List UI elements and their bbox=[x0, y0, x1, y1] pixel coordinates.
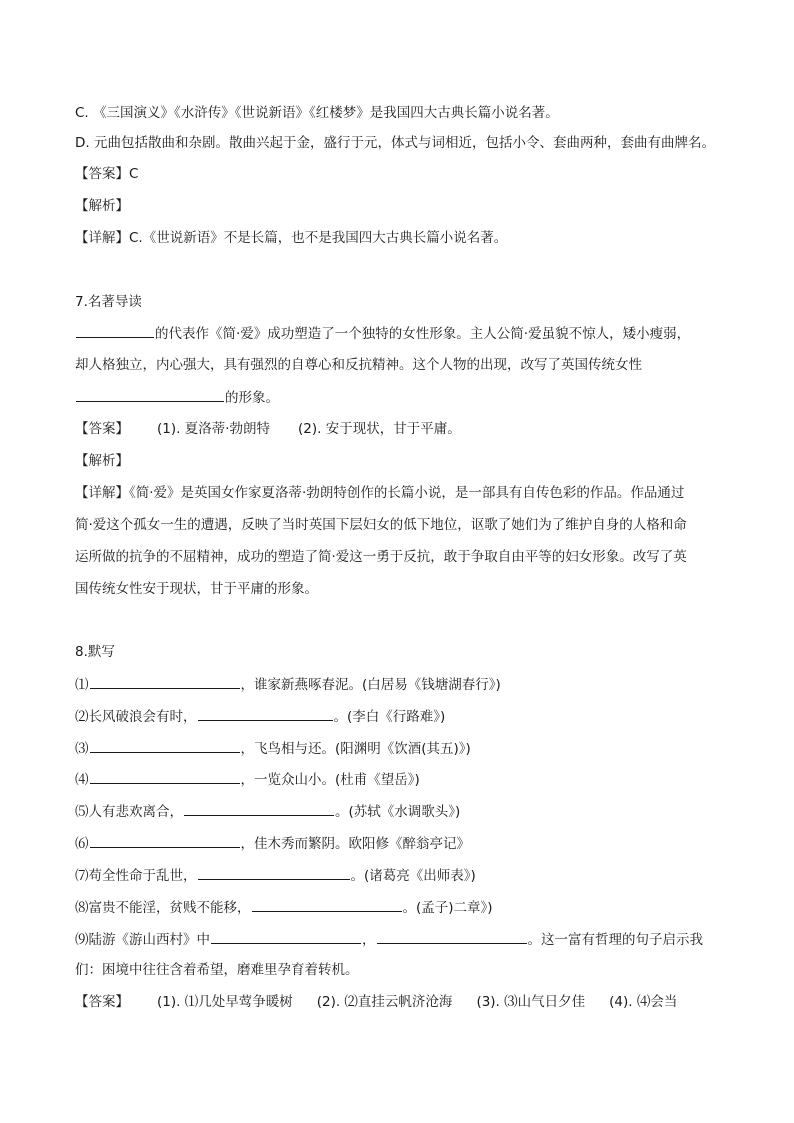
item-suffix: ，谁家新燕啄春泥。(白居易《钱塘湖春行》) bbox=[240, 677, 501, 693]
q7-text-1: 的代表作《简·爱》成功塑造了一个独特的女性形象。主人公简·爱虽貌不惊人，矮小瘦弱， bbox=[155, 326, 691, 342]
item-prefix: ⑸人有悲欢离合， bbox=[75, 804, 183, 820]
answer-3: (3). ⑶山气日夕佳 bbox=[476, 994, 586, 1010]
item-suffix: 。(苏轼《水调歌头》) bbox=[335, 804, 461, 820]
answer-value: C bbox=[129, 166, 139, 182]
q8-item-5 bbox=[75, 801, 735, 822]
answer-2: (2). ⑵直挂云帆济沧海 bbox=[316, 994, 453, 1010]
detail-label: 【详解】 bbox=[75, 485, 129, 501]
q6-option-d: D. 元曲包括散曲和杂剧。散曲兴起于金，盛行于元，体式与词相近，包括小令、套曲两种，套曲有曲牌名。 bbox=[75, 135, 715, 151]
answer-label: 【答案】 bbox=[75, 166, 129, 182]
q8-item-6 bbox=[75, 833, 735, 854]
q7-detail-3: 运所做的抗争的不屈精神，成功的塑造了简·爱这一勇于反抗，敢于争取自由平等的妇女形象。改写了英 bbox=[75, 549, 687, 565]
detail-text: 《简·爱》是英国女作家夏洛蒂·勃朗特创作的长篇小说，是一部具有自传色彩的作品。作品通过 bbox=[129, 485, 685, 501]
q7-line-3 bbox=[75, 387, 735, 408]
answer-1: (1). 夏洛蒂·勃朗特 bbox=[157, 421, 270, 437]
q8-answer-line bbox=[75, 992, 735, 1012]
q7-detail-2: 简·爱这个孤女一生的遭遇，反映了当时英国下层妇女的低下地位，讴歌了她们为了维护自身的人格和命 bbox=[75, 517, 687, 533]
fill-blank bbox=[76, 387, 224, 402]
item-suffix: 。(孟子)二章》) bbox=[402, 900, 493, 916]
fill-blank bbox=[184, 801, 334, 816]
item-suffix: ，佳木秀而繁阴。欧阳修《醉翁亭记》 bbox=[240, 836, 470, 852]
detail-text: C.《世说新语》不是长篇，也不是我国四大古典长篇小说名著。 bbox=[129, 230, 508, 246]
fill-blank bbox=[198, 706, 333, 721]
item-prefix: ⑴ bbox=[75, 677, 89, 693]
answer-1: (1). ⑴几处早莺争暖树 bbox=[157, 994, 293, 1010]
item-suffix: ，一览众山小。(杜甫《望岳》) bbox=[240, 772, 420, 788]
item-suffix: 。(李白《行路难》) bbox=[333, 709, 446, 725]
q7-detail-4: 国传统女性安于现状，甘于平庸的形象。 bbox=[75, 581, 318, 597]
fill-blank bbox=[377, 929, 527, 944]
q8-item-9-line-2: 们：困境中往往含着希望，磨难里孕育着转机。 bbox=[75, 962, 359, 978]
answer-label: 【答案】 bbox=[75, 421, 129, 437]
q7-line-2: 却人格独立，内心强大，具有强烈的自尊心和反抗精神。这个人物的出现，改写了英国传统女性 bbox=[75, 357, 642, 373]
q6-detail-line bbox=[75, 228, 735, 248]
item-prefix: ⑺苟全性命于乱世， bbox=[75, 868, 197, 884]
q8-item-3 bbox=[75, 738, 735, 759]
answer-2: (2). 安于现状，甘于平庸。 bbox=[298, 421, 461, 437]
item-suffix: 。(诸葛亮《出师表》) bbox=[350, 868, 476, 884]
q8-title: 8.默写 bbox=[75, 644, 115, 660]
q8-item-7 bbox=[75, 865, 735, 886]
answer-label: 【答案】 bbox=[75, 994, 129, 1010]
item-suffix: 。这一富有哲理的句子启示我 bbox=[527, 932, 703, 948]
q6-analysis-label: 【解析】 bbox=[75, 198, 129, 214]
fill-blank bbox=[76, 323, 154, 338]
q7-line-1 bbox=[75, 323, 735, 344]
fill-blank bbox=[90, 674, 240, 689]
detail-label: 【详解】 bbox=[75, 230, 129, 246]
q8-item-8 bbox=[75, 897, 735, 918]
answer-4: (4). ⑷会当 bbox=[609, 994, 678, 1010]
fill-blank bbox=[211, 929, 361, 944]
item-prefix: ⑹ bbox=[75, 836, 89, 852]
q6-option-c: C. 《三国演义》《水浒传》《世说新语》《红楼梦》是我国四大古典长篇小说名著。 bbox=[75, 105, 559, 121]
item-prefix: ⑵长风破浪会有时， bbox=[75, 709, 197, 725]
q8-item-9 bbox=[75, 929, 735, 950]
q8-item-2 bbox=[75, 706, 735, 727]
fill-blank bbox=[90, 833, 240, 848]
q7-text-3: 的形象。 bbox=[225, 390, 279, 406]
q8-item-1 bbox=[75, 674, 735, 695]
q7-analysis-label: 【解析】 bbox=[75, 453, 129, 469]
item-prefix: ⑶ bbox=[75, 741, 89, 757]
item-prefix: ⑼陆游《游山西村》中 bbox=[75, 932, 210, 948]
q6-answer-line bbox=[75, 164, 735, 184]
item-suffix: ，飞鸟相与还。(阳渊明《饮酒(其五)》) bbox=[240, 741, 471, 757]
item-prefix: ⑷ bbox=[75, 772, 89, 788]
item-prefix: ⑻富贵不能淫，贫贱不能移， bbox=[75, 900, 251, 916]
q7-answer-line bbox=[75, 419, 735, 439]
q7-detail-1 bbox=[75, 483, 735, 503]
fill-blank bbox=[198, 865, 350, 880]
q7-title: 7.名著导读 bbox=[75, 294, 142, 310]
fill-blank bbox=[90, 769, 240, 784]
fill-blank bbox=[90, 738, 240, 753]
fill-blank bbox=[252, 897, 402, 912]
q8-item-4 bbox=[75, 769, 735, 790]
item-separator: ， bbox=[362, 932, 376, 948]
